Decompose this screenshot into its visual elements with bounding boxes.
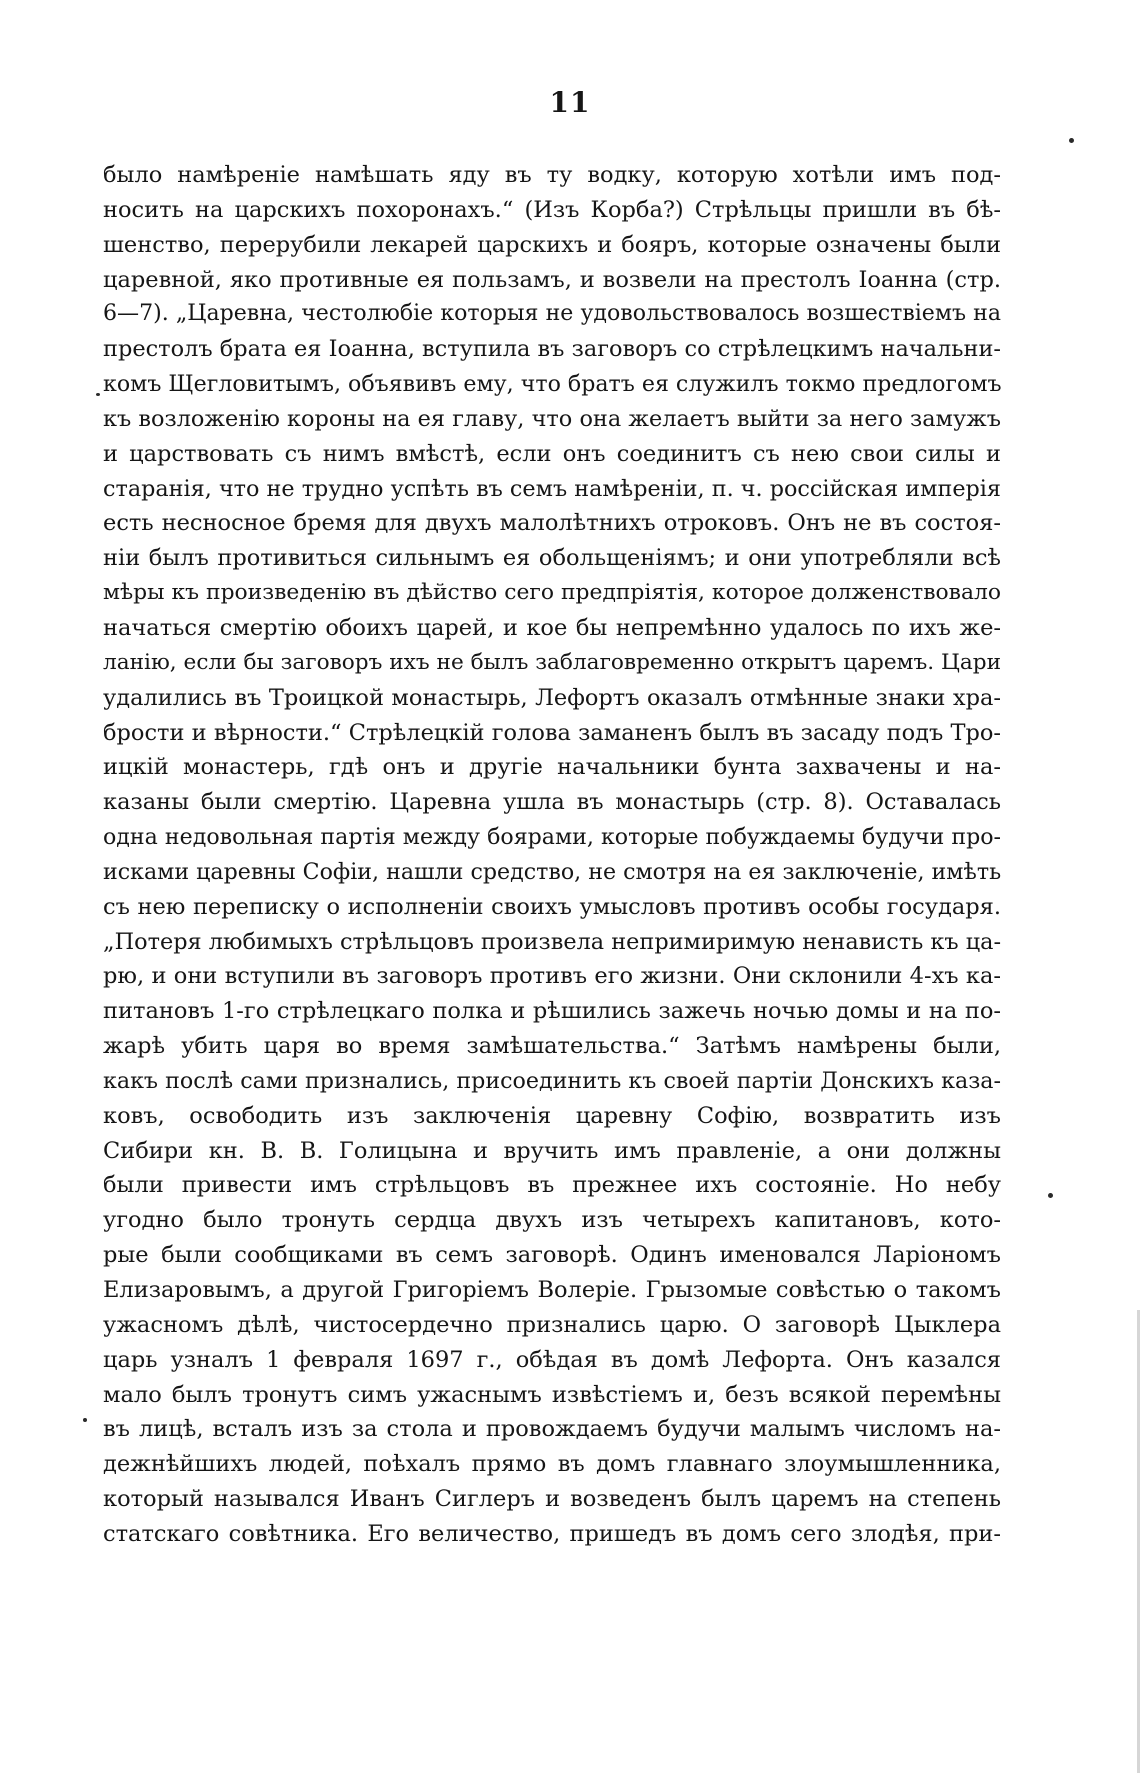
text-line: рые были сообщиками въ семъ заговорѣ. Одинъ именовался Ларіономъ bbox=[103, 1242, 1001, 1269]
body-text bbox=[103, 158, 1001, 1552]
text-line: престолъ брата ея Іоанна, вступила въ заговоръ со стрѣлецкимъ начальни- bbox=[103, 336, 1001, 363]
text-line: ковъ, освободить изъ заключенія царевну Софію, возвратить изъ bbox=[103, 1102, 1001, 1129]
page-number: 11 bbox=[549, 86, 591, 119]
text-line: царевной, яко противные ея пользамъ, и возвели на престолъ Іоанна (стр. bbox=[103, 266, 1001, 293]
text-line: ицкій монастерь, гдѣ онъ и другіе начальники бунта захвачены и на- bbox=[103, 754, 1001, 781]
text-line: ніи былъ противиться сильнымъ ея обольщеніямъ; и они употребляли всѣ bbox=[103, 545, 1001, 572]
text-line: съ нею переписку о исполненіи своихъ умысловъ противъ особы государя. bbox=[103, 893, 1001, 920]
text-line: начаться смертію обоихъ царей, и кое бы непремѣнно удалось по ихъ же- bbox=[103, 614, 1001, 641]
text-line: къ возложенію короны на ея главу, что она желаетъ выйти за него замужъ bbox=[103, 405, 1001, 432]
text-line: царь узналъ 1 февраля 1697 г., обѣдая въ домѣ Лефорта. Онъ казался bbox=[103, 1346, 1001, 1373]
text-line: жарѣ убить царя во время замѣшательства.“ Затѣмъ намѣрены были, bbox=[103, 1033, 1001, 1060]
text-line: ланію, если бы заговоръ ихъ не былъ заблаговременно открытъ царемъ. Цари bbox=[103, 649, 1001, 675]
text-line: ужасномъ дѣлѣ, чистосердечно признались царю. О заговорѣ Цыклера bbox=[103, 1311, 1001, 1338]
text-line: рю, и они вступили въ заговоръ противъ его жизни. Они склонили 4-хъ ка- bbox=[103, 963, 1001, 990]
text-line: „Потеря любимыхъ стрѣльцовъ произвела непримиримую ненависть къ ца- bbox=[103, 928, 1002, 955]
text-line: статскаго совѣтника. Его величество, пришедъ въ домъ сего злодѣя, при- bbox=[103, 1520, 1001, 1547]
text-line: Елизаровымъ, а другой Григоріемъ Волеріе. Грызомые совѣстью о такомъ bbox=[103, 1277, 1001, 1303]
text-line: мало былъ тронутъ симъ ужаснымъ извѣстіемъ и, безъ всякой перемѣны bbox=[103, 1381, 1001, 1408]
text-line: казаны были смертію. Царевна ушла въ монастырь (стр. 8). Оставалась bbox=[103, 789, 1001, 816]
ink-speck bbox=[96, 393, 100, 396]
text-line: удалились въ Троицкой монастырь, Лефортъ оказалъ отмѣнные знаки хра- bbox=[103, 684, 1001, 711]
text-line: исками царевны Софіи, нашли средство, не смотря на ея заключеніе, имѣть bbox=[103, 858, 1002, 885]
text-line: въ лицѣ, всталъ изъ за стола и провождаемъ будучи малымъ числомъ на- bbox=[103, 1416, 1001, 1443]
text-line: угодно было тронуть сердца двухъ изъ четырехъ капитановъ, кото- bbox=[103, 1207, 1001, 1234]
text-line: питановъ 1-го стрѣлецкаго полка и рѣшились зажечь ночью домы и на по- bbox=[103, 998, 1001, 1025]
text-line: дежнѣйшихъ людей, поѣхалъ прямо въ домъ главнаго злоумышленника, bbox=[103, 1451, 1001, 1478]
text-line: комъ Щегловитымъ, объявивъ ему, что братъ ея служилъ токмо предлогомъ bbox=[103, 371, 1002, 398]
ink-speck bbox=[1069, 138, 1074, 143]
ink-speck bbox=[1048, 1193, 1053, 1198]
text-line: носить на царскихъ похоронахъ.“ (Изъ Корба?) Стрѣльцы пришли въ бѣ- bbox=[103, 196, 1001, 223]
text-line: было намѣреніе намѣшать яду въ ту водку, которую хотѣли имъ под- bbox=[103, 162, 1001, 188]
ink-speck bbox=[83, 1418, 87, 1422]
text-line: Сибири кн. В. В. Голицына и вручить имъ правленіе, а они должны bbox=[103, 1137, 1001, 1164]
text-line: и царствовать съ нимъ вмѣстѣ, если онъ соединитъ съ нею свои силы и bbox=[103, 440, 1001, 467]
text-line: шенство, перерубили лекарей царскихъ и бояръ, которые означены были bbox=[103, 231, 1001, 258]
text-line: 6—7). „Царевна, честолюбіе которыя не удовольствовалось возшествіемъ на bbox=[103, 301, 1001, 327]
text-line: были привести имъ стрѣльцовъ въ прежнее ихъ состояніе. Но небу bbox=[103, 1172, 1001, 1199]
text-line: есть несносное бремя для двухъ малолѣтнихъ отроковъ. Онъ не въ состоя- bbox=[103, 510, 1001, 537]
text-line: какъ послѣ сами признались, присоединить къ своей партіи Донскихъ каза- bbox=[103, 1067, 1001, 1094]
text-line: старанія, что не трудно успѣть въ семъ намѣреніи, п. ч. россійская имперія bbox=[103, 475, 1001, 502]
text-line: одна недовольная партія между боярами, которые побуждаемы будучи про- bbox=[103, 824, 1001, 851]
text-line: мѣры къ произведенію въ дѣйство сего предпріятія, которое долженствовало bbox=[103, 580, 1001, 606]
text-line: брости и вѣрности.“ Стрѣлецкій голова заманенъ былъ въ засаду подъ Тро- bbox=[103, 719, 1001, 746]
text-line: который назывался Иванъ Сиглеръ и возведенъ былъ царемъ на степень bbox=[103, 1486, 1001, 1513]
